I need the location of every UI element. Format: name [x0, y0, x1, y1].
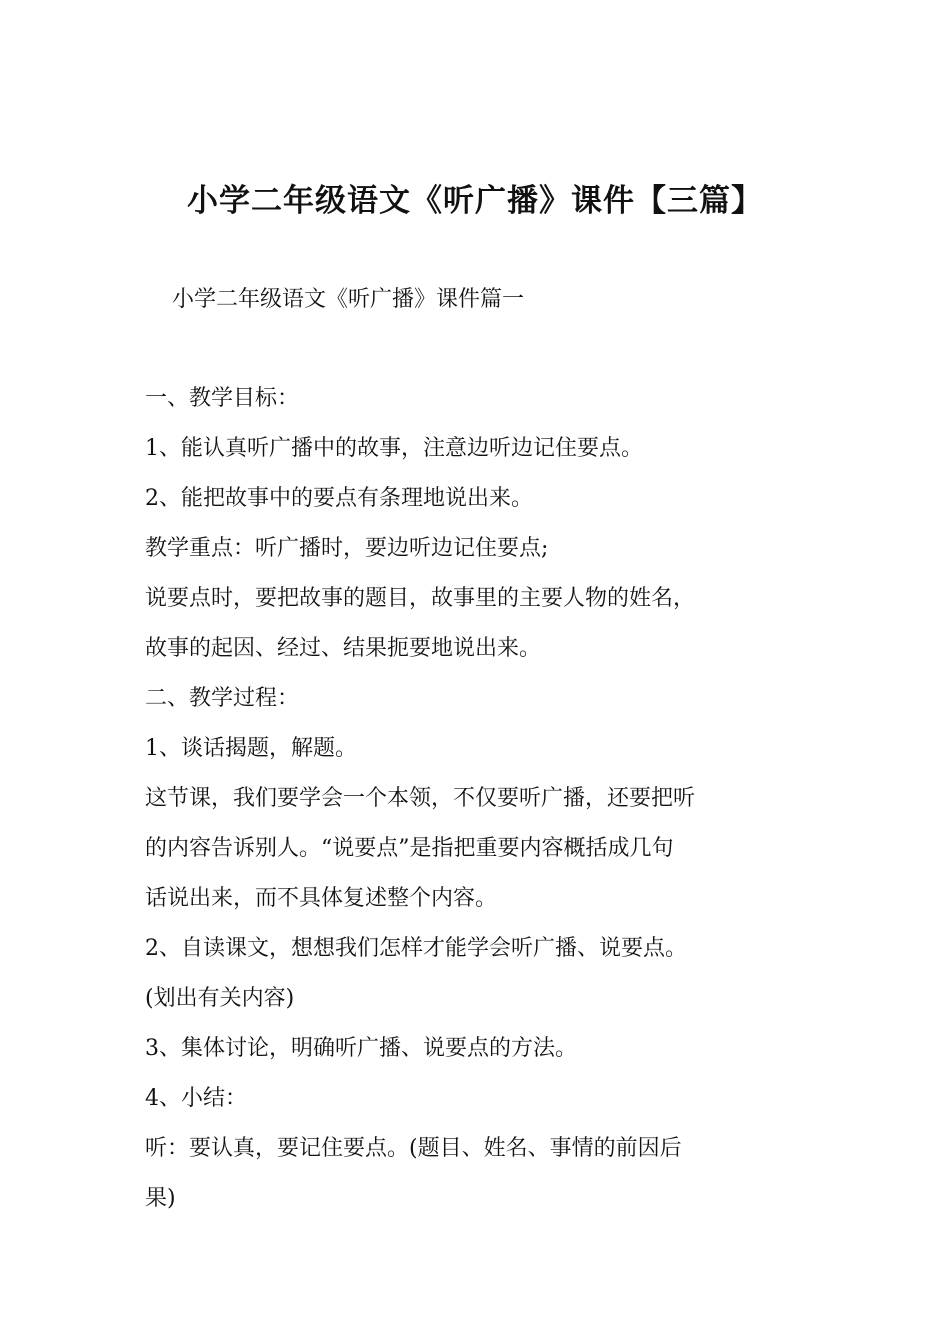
text-line: 一、教学目标：	[145, 386, 300, 411]
text-line: 故事的起因、经过、结果扼要地说出来。	[145, 636, 542, 661]
text-line: 听：要认真，要记住要点。(题目、姓名、事情的前因后	[145, 1136, 682, 1161]
text-line: 教学重点：听广播时，要边听边记住要点;	[145, 536, 549, 561]
body-text	[145, 381, 810, 1231]
text-line: 1、谈话揭题，解题。	[145, 736, 357, 761]
text-line: 这节课，我们要学会一个本领，不仅要听广播，还要把听	[145, 786, 696, 811]
text-line: 2、自读课文，想想我们怎样才能学会听广播、说要点。	[145, 936, 687, 961]
text-line: (划出有关内容)	[145, 986, 295, 1011]
text-line: 二、教学过程：	[145, 686, 300, 711]
text-line: 2、能把故事中的要点有条理地说出来。	[145, 486, 533, 511]
text-line: 的内容告诉别人。“说要点”是指把重要内容概括成几句	[145, 836, 674, 861]
text-line: 3、集体讨论，明确听广播、说要点的方法。	[145, 1036, 577, 1061]
text-line: 果)	[145, 1186, 176, 1211]
text-line: 说要点时，要把故事的题目，故事里的主要人物的姓名，	[145, 586, 696, 611]
text-line: 1、能认真听广播中的故事，注意边听边记住要点。	[145, 436, 643, 461]
text-line: 话说出来，而不具体复述整个内容。	[145, 886, 498, 911]
document-title: 小学二年级语文《听广播》课件【三篇】	[187, 183, 763, 219]
section-subtitle: 小学二年级语文《听广播》课件篇一	[172, 287, 525, 312]
text-line: 4、小结：	[145, 1086, 247, 1111]
